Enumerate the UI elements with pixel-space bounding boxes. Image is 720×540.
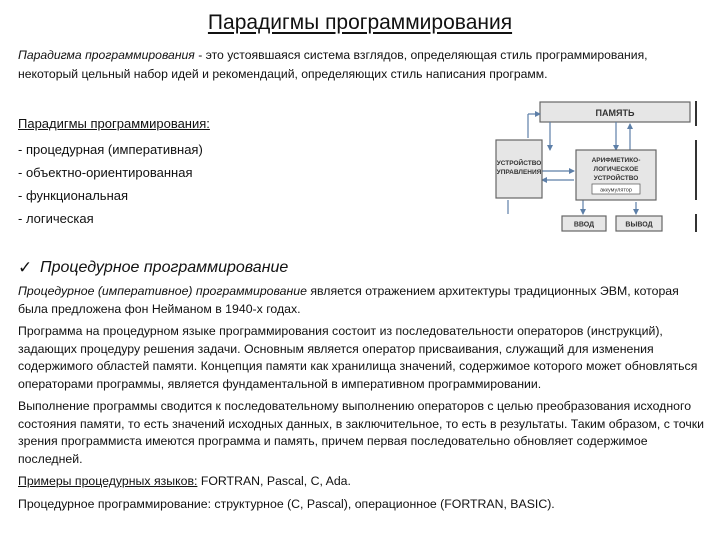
paragraph-examples (18, 473, 708, 491)
paragraph-1-text: является отражением архитектуры традиционных ЭВМ, которая была предложена фон Нейманом в 1940-х годах. (18, 284, 679, 316)
definition-text: - это устоявшаяся система взглядов, определяющая стиль программирования, некоторый цельный набор идей и рекомендаций, определяющих стиль написания программ. (18, 48, 648, 81)
memory-block (540, 102, 690, 122)
von-neumann-diagram (488, 96, 698, 236)
control-unit-line1: УСТРОЙСТВО (496, 160, 542, 167)
section-title (18, 258, 288, 278)
examples-label: Примеры процедурных языков: (18, 474, 198, 488)
paragraph-2: Программа на процедурном языке программирования состоит из последовательности операторов (инструкций), задающих процедуру решения задачи. Основным является оператор присваивания, служащий для изменения содержимого областей памяти. Концепция памяти как хранилища значений, содержимое которого может обновляться операторами программы, является фундаментальной в императивном программировании. (18, 324, 698, 391)
paradigm-item-procedural: - процедурная (императивная) (18, 142, 203, 157)
paragraph-1 (18, 283, 708, 318)
control-unit-block (496, 140, 542, 198)
output-block (616, 216, 662, 231)
memory-label: ПАМЯТЬ (595, 108, 635, 118)
definition-paragraph (18, 46, 698, 84)
paradigm-item-oop: - объектно-ориентированная (18, 165, 193, 180)
accumulator-label: аккумулятор (600, 187, 632, 194)
examples-text: FORTRAN, Pascal, C, Ada. (197, 474, 351, 488)
control-unit-line2: УПРАВЛЕНИЯ (496, 169, 542, 176)
alu-line3: УСТРОЙСТВО (593, 175, 639, 182)
check-icon: ✓ (18, 258, 33, 277)
paradigms-heading: Парадигмы программирования: (18, 116, 210, 131)
paradigm-item-logical: - логическая (18, 211, 94, 226)
alu-block (576, 150, 656, 200)
paragraph-1-term: Процедурное (императивное) программирование (18, 284, 307, 298)
paradigm-item-functional: - функциональная (18, 188, 129, 203)
section-title-text: Процедурное программирование (40, 259, 289, 276)
paragraph-5: Процедурное программирование: структурное (C, Pascal), операционное (FORTRAN, BASIC). (18, 496, 555, 511)
paradigms-list (18, 116, 478, 230)
paragraph-3: Выполнение программы сводится к последовательному выполнению операторов с целью преобразования исходного состояния памяти, то есть значений исходных данных, в заключительное, то есть в результаты. Таким образом, с точки зрения программиста имеются программа и память, причем первая последовательно обновляет содержимое последней. (18, 399, 705, 466)
output-label: ВЫВОД (625, 221, 653, 229)
input-label: ВВОД (573, 221, 595, 229)
definition-term: Парадигма программирования (18, 48, 195, 62)
alu-line1: АРИФМЕТИКО- (591, 157, 641, 164)
procedural-description (18, 283, 708, 518)
input-block (562, 216, 606, 231)
alu-line2: ЛОГИЧЕСКОЕ (593, 166, 639, 173)
page-title: Парадигмы программирования (207, 11, 513, 34)
